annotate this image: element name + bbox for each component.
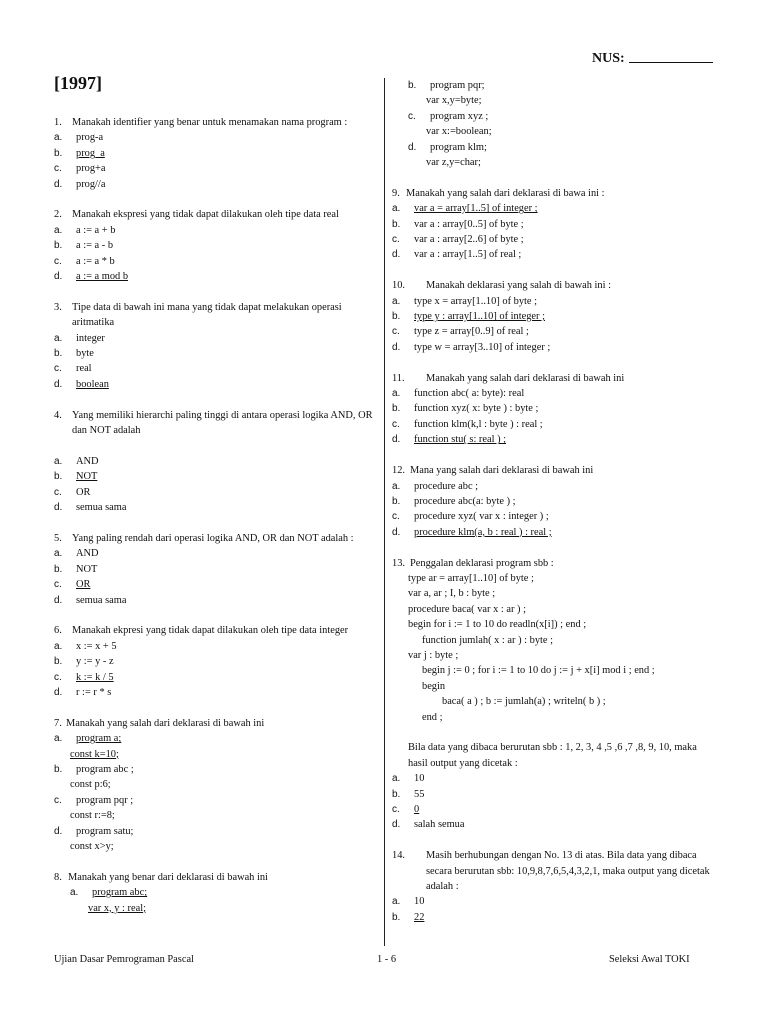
option-d[interactable] <box>54 377 374 392</box>
option-text: type z = array[0..9] of real ; <box>414 326 529 338</box>
option-text: OR <box>76 486 91 498</box>
column-divider <box>384 78 385 946</box>
option-letter: c. <box>54 255 62 267</box>
question-number: 3. <box>54 301 62 313</box>
option-b[interactable] <box>392 401 712 416</box>
option-letter: a. <box>54 132 63 144</box>
option-letter: c. <box>392 511 400 523</box>
code-line: baca( a ) ; b := jumlah(a) ; writeln( b ) ; <box>442 696 606 708</box>
option-b[interactable] <box>392 787 712 802</box>
code-line: begin <box>422 680 446 692</box>
option-a[interactable] <box>54 639 374 654</box>
option-letter: a. <box>54 640 63 652</box>
option-text: type y : array[1..10] of integer ; <box>414 311 545 323</box>
option-a[interactable] <box>54 885 374 900</box>
question-text: Manakah yang salah dari deklarasi di bawa ini : <box>406 187 605 199</box>
option-text: procedure abc(a: byte ) ; <box>414 495 516 507</box>
code-line: var z,y=char; <box>426 157 481 169</box>
option-text: var a : array[0..5] of byte ; <box>414 218 524 230</box>
option-a[interactable] <box>54 223 374 238</box>
code-line: var x,y=byte; <box>426 95 482 107</box>
option-d[interactable] <box>392 432 712 447</box>
option-c[interactable] <box>392 417 712 432</box>
question-number: 4. <box>54 409 62 421</box>
question-number: 2. <box>54 209 62 221</box>
option-c[interactable] <box>54 254 374 269</box>
option-letter: a. <box>392 203 401 215</box>
option-text: k := k / 5 <box>76 671 114 683</box>
option-letter: b. <box>392 788 401 800</box>
option-text: NOT <box>76 471 98 483</box>
option-text: var a = array[1..5] of integer ; <box>414 203 538 215</box>
option-letter: a. <box>54 733 63 745</box>
option-d[interactable] <box>54 593 374 608</box>
question-8-continued <box>392 78 712 170</box>
option-d[interactable] <box>54 177 374 192</box>
option-b[interactable] <box>54 762 374 777</box>
option-text: procedure abc ; <box>414 480 479 492</box>
option-text <box>76 731 374 746</box>
question-text: Tipe data di bawah ini mana yang tidak dapat melakukan operasi aritmatika <box>72 301 342 329</box>
question-7 <box>54 716 374 855</box>
option-letter: c. <box>408 110 416 122</box>
question-number: 12. <box>392 465 405 477</box>
option-text: AND <box>76 548 99 560</box>
option-c[interactable] <box>54 577 374 592</box>
option-b[interactable] <box>392 78 712 93</box>
option-a[interactable] <box>54 454 374 469</box>
question-number: 11. <box>392 372 405 384</box>
option-letter: d. <box>54 825 63 837</box>
option-b[interactable] <box>392 217 712 232</box>
option-text: r := r * s <box>76 686 112 698</box>
code-line: var a, ar ; I, b : byte ; <box>408 588 496 600</box>
option-d[interactable] <box>54 824 374 839</box>
option-d-cont <box>54 839 374 854</box>
option-a-cont <box>54 747 374 762</box>
option-letter: b. <box>54 147 63 159</box>
option-b-cont <box>392 93 712 108</box>
question-text: Yang paling rendah dari operasi logika AND, OR dan NOT adalah : <box>72 532 354 544</box>
option-letter: d. <box>54 378 63 390</box>
option-text: integer <box>76 332 105 344</box>
option-text: 55 <box>414 788 425 800</box>
question-text: Manakah yang benar dari deklarasi di bawah ini <box>68 871 268 883</box>
option-a[interactable] <box>392 201 712 216</box>
option-text: procedure xyz( var x : integer ) ; <box>414 511 549 523</box>
option-text: salah semua <box>414 819 465 831</box>
option-text: program xyz ; <box>430 110 489 122</box>
option-b[interactable] <box>54 346 374 361</box>
question-text: Penggalan deklarasi program sbb : <box>410 557 554 569</box>
option-letter: c. <box>54 671 62 683</box>
option-text: semua sama <box>76 594 127 606</box>
code-line: begin j := 0 ; for i := 1 to 10 do j := j + x[i] mod i ; end ; <box>422 665 655 677</box>
option-b[interactable] <box>392 309 712 324</box>
option-text: var a : array[2..6] of byte ; <box>414 234 524 246</box>
option-d[interactable] <box>392 140 712 155</box>
option-text: NOT <box>76 563 98 575</box>
right-column <box>392 78 712 925</box>
option-text: prog//a <box>76 178 106 190</box>
option-letter: b. <box>54 563 63 575</box>
code-line: program abc; <box>92 887 148 899</box>
option-text: program klm; <box>430 141 487 153</box>
option-text: boolean <box>76 378 109 390</box>
question-2 <box>54 207 374 284</box>
option-letter: d. <box>392 341 401 353</box>
option-text: program abc ; <box>76 763 134 775</box>
option-text: real <box>76 363 92 375</box>
question-3 <box>54 300 374 392</box>
option-letter: a. <box>54 548 63 560</box>
option-text: program pqr ; <box>76 794 134 806</box>
option-letter: d. <box>54 594 63 606</box>
option-text: OR <box>76 579 91 591</box>
option-a[interactable] <box>54 331 374 346</box>
option-text: a := a - b <box>76 240 114 252</box>
question-number: 9. <box>392 187 400 199</box>
option-letter: b. <box>392 403 401 415</box>
option-letter: c. <box>392 804 400 815</box>
option-text: AND <box>76 455 99 467</box>
option-text: program pqr; <box>430 80 485 91</box>
question-number: 14. <box>392 850 405 862</box>
question-text: Manakah yang salah dari deklarasi di bawah ini <box>426 372 625 384</box>
option-letter: c. <box>54 163 62 175</box>
option-c-cont <box>392 124 712 139</box>
option-text: program satu; <box>76 825 134 837</box>
option-letter: c. <box>54 579 62 591</box>
question-subtext: Bila data yang dibaca berurutan sbb : 1, 2, 3, 4 ,5 ,6 ,7 ,8, 9, 10, maka hasil output yang dicetak : <box>408 742 697 769</box>
option-c[interactable] <box>392 802 712 817</box>
option-letter: c. <box>392 234 400 246</box>
exam-year: [1997] <box>54 73 102 93</box>
question-text: Manakah deklarasi yang salah di bawah ini : <box>426 280 611 292</box>
option-text: semua sama <box>76 502 127 514</box>
nus-label: NUS: <box>592 51 625 66</box>
option-letter: b. <box>392 495 401 507</box>
question-13 <box>392 556 712 833</box>
question-text: Manakah ekspresi yang tidak dapat dilakukan oleh tipe data real <box>72 209 339 221</box>
option-b[interactable] <box>54 562 374 577</box>
option-text: type x = array[1..10] of byte ; <box>414 295 538 307</box>
option-d[interactable] <box>54 269 374 284</box>
question-11 <box>392 371 712 448</box>
option-c[interactable] <box>54 361 374 376</box>
question-10 <box>392 278 712 355</box>
option-letter: d. <box>54 686 63 698</box>
option-text: prog_a <box>76 147 105 159</box>
option-c[interactable] <box>392 509 712 524</box>
option-letter: d. <box>54 178 63 190</box>
option-c[interactable] <box>54 670 374 685</box>
option-letter: a. <box>54 224 63 236</box>
option-text: function xyz( x: byte ) : byte ; <box>414 403 539 415</box>
question-number: 5. <box>54 532 62 544</box>
question-text: Yang memiliki hierarchi paling tinggi di antara operasi logika AND, OR dan NOT adalah <box>72 409 373 437</box>
question-4 <box>54 408 374 516</box>
option-text: function stu( s: real ) ; <box>414 434 507 446</box>
option-letter: d. <box>392 526 401 538</box>
option-a[interactable] <box>54 130 374 145</box>
code-line: type ar = array[1..10] of byte ; <box>408 572 534 584</box>
option-c[interactable] <box>54 161 374 176</box>
option-b-cont <box>54 777 374 792</box>
option-d[interactable] <box>392 525 712 540</box>
code-line: begin for i := 1 to 10 do readln(x[i]) ; end ; <box>408 619 587 631</box>
option-text: 10 <box>414 773 425 785</box>
option-text: function abc( a: byte): real <box>414 388 525 400</box>
question-number: 13. <box>392 557 405 569</box>
option-letter: b. <box>408 80 417 91</box>
option-a[interactable] <box>392 894 712 909</box>
option-letter: b. <box>54 656 63 668</box>
code-line: program a; <box>76 733 122 745</box>
option-c-cont <box>54 808 374 823</box>
option-a[interactable] <box>392 479 712 494</box>
option-d[interactable] <box>54 500 374 515</box>
option-letter: c. <box>54 486 62 498</box>
option-a[interactable] <box>392 771 712 786</box>
option-c[interactable] <box>54 793 374 808</box>
question-5 <box>54 531 374 608</box>
code-line: var x, y : real; <box>88 902 146 914</box>
option-letter: c. <box>54 363 62 375</box>
option-b[interactable] <box>54 654 374 669</box>
option-a[interactable] <box>392 294 712 309</box>
page-number: 1 - 6 <box>377 954 397 965</box>
option-b[interactable] <box>54 469 374 484</box>
option-letter: d. <box>54 502 63 514</box>
option-letter: b. <box>54 763 63 775</box>
question-9 <box>392 186 712 263</box>
option-letter: d. <box>392 249 401 261</box>
question-number: 6. <box>54 625 62 637</box>
option-text: byte <box>76 348 94 360</box>
option-letter: a. <box>392 773 401 785</box>
option-d-cont <box>392 155 712 170</box>
nus-field <box>592 50 713 66</box>
option-letter: a. <box>70 887 79 899</box>
option-letter: b. <box>54 240 63 252</box>
option-a[interactable] <box>54 731 374 746</box>
option-text: prog+a <box>76 163 106 175</box>
code-line: const k=10; <box>70 748 119 760</box>
option-text: function klm(k,l : byte ) : real ; <box>414 418 543 430</box>
option-letter: a. <box>54 455 63 467</box>
option-letter: c. <box>392 326 400 338</box>
code-line: var x:=boolean; <box>426 126 492 138</box>
option-letter: d. <box>392 819 401 831</box>
option-letter: b. <box>392 911 401 923</box>
option-text: x := x + 5 <box>76 640 117 652</box>
question-number: 1. <box>54 117 62 128</box>
option-c[interactable] <box>392 232 712 247</box>
option-letter: c. <box>392 418 400 430</box>
question-text: Masih berhubungan dengan No. 13 di atas. Bila data yang dibaca secara berurutan sbb: 10,9,8,7,6,5,4,3,2,1, maka output yang dicetak adalah : <box>426 850 710 893</box>
option-d[interactable] <box>54 685 374 700</box>
footer-right: Seleksi Awal TOKI <box>609 954 690 965</box>
option-b[interactable] <box>392 494 712 509</box>
option-letter: a. <box>392 480 401 492</box>
option-c[interactable] <box>392 324 712 339</box>
option-letter: b. <box>54 348 63 360</box>
option-b[interactable] <box>54 238 374 253</box>
option-letter: b. <box>54 471 63 483</box>
question-number: 7. <box>54 717 62 729</box>
option-letter: a. <box>392 896 401 908</box>
option-d[interactable] <box>392 247 712 262</box>
option-letter: a. <box>54 332 63 344</box>
option-text: prog-a <box>76 132 104 144</box>
question-number: 8. <box>54 871 62 883</box>
question-text: Manakah ekpresi yang tidak dapat dilakukan oleh tipe data integer <box>72 625 349 637</box>
option-d[interactable] <box>392 817 712 832</box>
nus-blank-line[interactable] <box>629 50 713 63</box>
option-text: y := y - z <box>76 656 114 668</box>
option-letter: a. <box>392 388 401 400</box>
code-line: function jumlah( x : ar ) : byte ; <box>422 634 554 646</box>
code-line: var j : byte ; <box>408 649 459 661</box>
option-letter: d. <box>392 434 401 446</box>
question-14 <box>392 848 712 925</box>
code-line: const x>y; <box>70 840 114 852</box>
option-text: procedure klm(a, b : real ) : real ; <box>414 526 552 538</box>
option-c[interactable] <box>54 485 374 500</box>
option-text: a := a mod b <box>76 271 129 283</box>
question-1 <box>54 115 374 192</box>
option-letter: a. <box>392 295 401 307</box>
footer-left: Ujian Dasar Pemrograman Pascal <box>54 954 194 965</box>
option-letter: b. <box>392 311 401 323</box>
option-c[interactable] <box>392 109 712 124</box>
option-a-cont <box>54 901 374 916</box>
question-text: Manakah identifier yang benar untuk menamakan nama program : <box>72 117 348 128</box>
code-line: procedure baca( var x : ar ) ; <box>408 603 526 615</box>
option-text: var a : array[1..5] of real ; <box>414 249 522 261</box>
option-text: 10 <box>414 896 425 908</box>
option-letter: c. <box>54 794 62 806</box>
option-text: a := a + b <box>76 224 116 236</box>
option-letter: d. <box>408 141 417 153</box>
option-text: 22 <box>414 911 425 923</box>
code-line: const p:6; <box>70 779 111 791</box>
left-column <box>54 115 374 916</box>
option-d[interactable] <box>392 340 712 355</box>
question-number: 10. <box>392 280 405 292</box>
option-a[interactable] <box>392 386 712 401</box>
question-text: Mana yang salah dari deklarasi di bawah ini <box>410 465 594 477</box>
option-text: 0 <box>414 804 420 815</box>
question-8 <box>54 870 374 916</box>
code-line: const r:=8; <box>70 810 115 822</box>
option-text: type w = array[3..10] of integer ; <box>414 341 551 353</box>
option-letter: d. <box>54 271 63 283</box>
question-12 <box>392 463 712 540</box>
code-line: end ; <box>422 711 443 723</box>
question-6 <box>54 623 374 700</box>
option-letter: b. <box>392 218 401 230</box>
option-text: a := a * b <box>76 255 115 267</box>
option-b[interactable] <box>54 146 374 161</box>
question-text: Manakah yang salah dari deklarasi di bawah ini <box>66 717 265 729</box>
option-b[interactable] <box>392 910 712 925</box>
option-a[interactable] <box>54 546 374 561</box>
